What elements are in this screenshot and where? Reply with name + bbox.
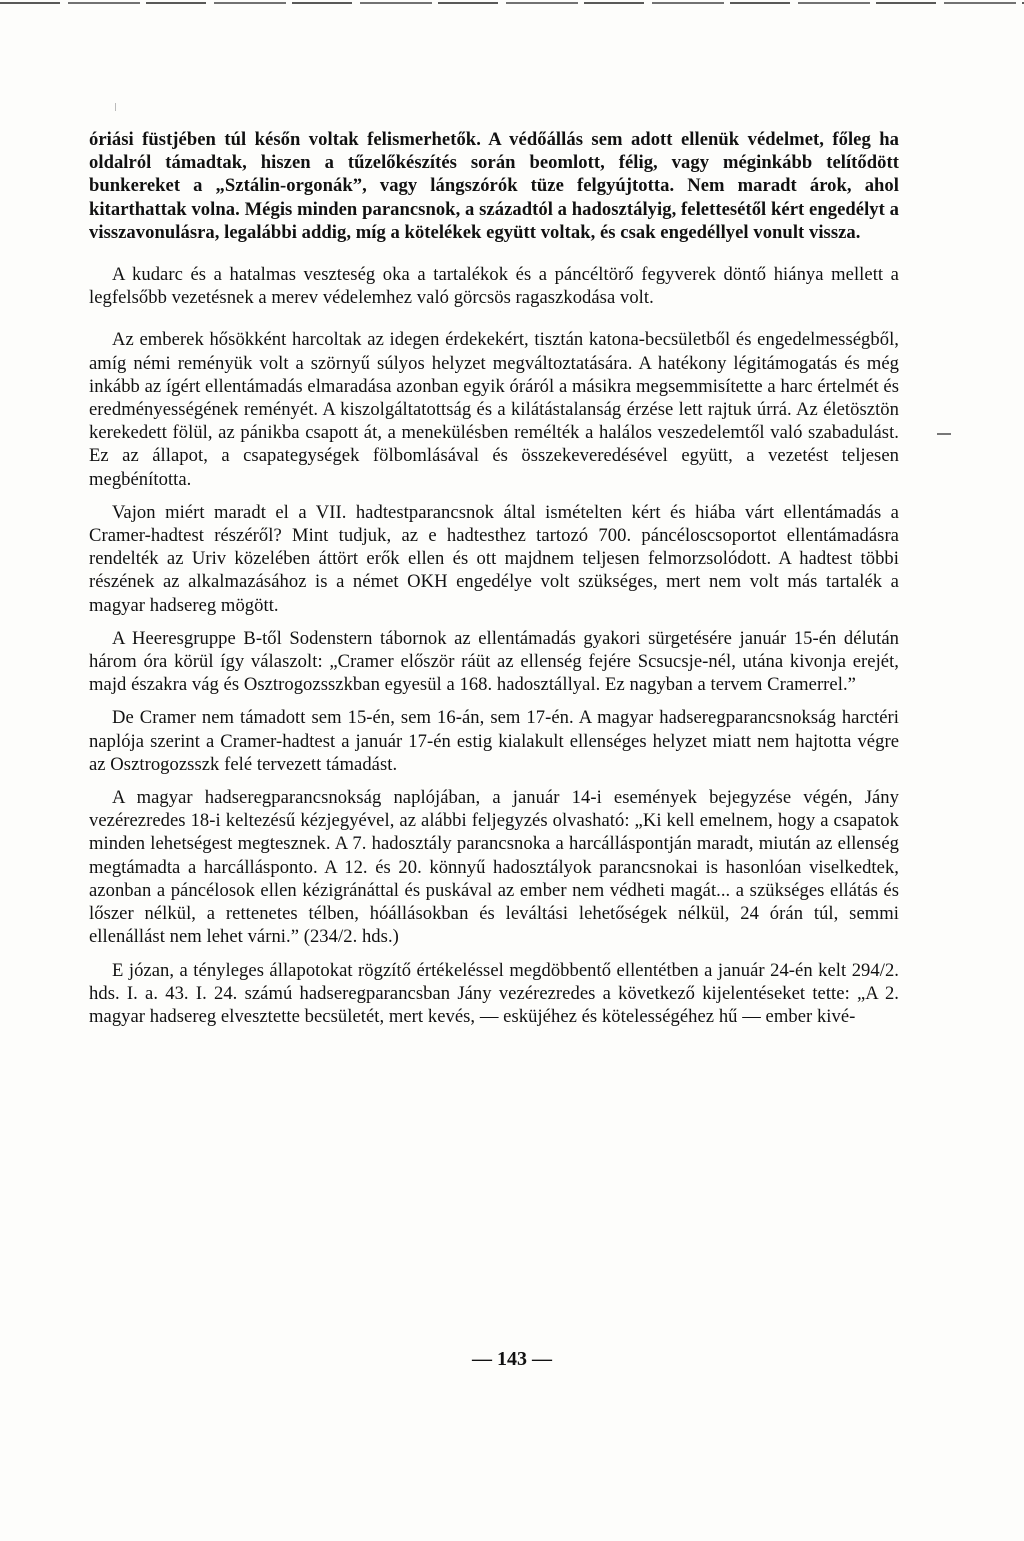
margin-tick-mark: [937, 433, 951, 435]
page-edge-rule: [0, 2, 1024, 4]
paragraph-2: A kudarc és a hatalmas veszteség oka a tartalékok és a páncéltörő fegyverek döntő hiánya mellett a legfelsőbb vezetésnek a merev védelemhez való görcsös ragaszkodása volt.: [89, 264, 899, 309]
margin-pencil-mark: [115, 103, 116, 111]
paragraph-4: Vajon miért maradt el a VII. hadtestparancsnok által ismételten kért és hiába várt ellentámadás a Cramer-hadtest részéről? Mint tudjuk, az e hadtesthez tartozó 700. páncéloscsoportot ellentámadásra rendelték az Uriv közelében áttört erők ellen és ott majdnem teljesen felmorzsolódott. A hadtest többi részének az alkalmazásához is a német OKH engedélye volt szükséges, mert nem volt más tartalék a magyar hadsereg mögött.: [89, 501, 899, 616]
paragraph-6: De Cramer nem támadott sem 15-én, sem 16-án, sem 17-én. A magyar hadseregparancsnokság harctéri naplója szerint a Cramer-hadtest a január 17-én estig kialakult ellenséges helyzet miatt nem hajtotta végre az Osztrogozsszk felé tervezett támadást.: [89, 707, 899, 775]
body-text: [89, 128, 899, 1038]
paragraph-7: A magyar hadseregparancsnokság naplójában, a január 14-i események bejegyzése végén, Jány vezérezredes 18-i keltezésű kézjegyével, az alábbi feljegyzés olvasható: „Ki kell emelnem, hogy a csapatok minden lehetségest megtesznek. A 7. hadosztály parancsnoka a harcálláspontján maradt, miután az ellenség megtámadta a harcállásponto. A 12. és 20. könnyű hadosztályok parancsnokai is hasonlóan viselkedtek, azonban a páncélosok ellen kézigránáttal és puskával az ember nem védheti magát... a szükséges ellátás és lőszer nélkül, a rettenetes télben, hóállásokban és leváltási lehetőségek nélkül, 24 órán túl, semmi ellenállást nem lehet várni.” (234/2. hds.): [89, 787, 899, 948]
paragraph-3: Az emberek hősökként harcoltak az idegen érdekekért, tisztán katona-becsületből és engedelmességből, amíg némi reményük volt a szörnyű súlyos helyzet megváltoztatására. A hatékony légitámogatás és még inkább az ígért ellentámadás elmaradása azonban egyik óráról a másikra megsemmisítette a harc értelmét és eredményességének reményét. A kiszolgáltatottság és a kilátástalanság érzése lett rajtuk úrrá. Az életösztön kerekedett fölül, az pánikba csapott át, a menekülésben remélték a halálos veszedelemtől való szabadulást. Ez az állapot, a csapategységek fölbomlásával és összekeveredésével együtt, a vezetést teljesen megbénította.: [89, 329, 899, 490]
paragraph-1: óriási füstjében túl későn voltak felismerhetők. A védőállás sem adott ellenük védelmet, főleg ha oldalról támadtak, hiszen a tűzelőkészítés során beomlott, félig, vagy méginkább telítődött bunkereket a „Sztálin-orgonák”, vagy lángszórók tüze felgyújtotta. Nem maradt árok, ahol kitarthattak volna. Mégis minden parancsnok, a századtól a hadosztályig, felettesétől kért engedélyt a visszavonulásra, legalábbi addig, míg a kötelékek együtt voltak, és csak engedéllyel vonult vissza.: [89, 129, 899, 243]
page-number: — 143 —: [472, 1348, 552, 1370]
paragraph-5: A Heeresgruppe B-től Sodenstern tábornok az ellentámadás gyakori sürgetésére január 15-én délután három óra körül így válaszolt: „Cramer először ráüt az ellenség fejére Scsucsje-nél, utána kivonja erejét, majd északra vág és Osztrogozsszkban egyesül a 168. hadosztállyal. Ez nagyban a tervem Cramerrel.”: [89, 627, 899, 696]
paragraph-8: E józan, a tényleges állapotokat rögzítő értékeléssel megdöbbentő ellentétben a január 24-én kelt 294/2. hds. I. a. 43. I. 24. számú hadseregparancsban Jány vezérezredes a következő kijelentéseket tette: „A 2. magyar hadsereg elvesztette becsületét, mert kevés, — esküjéhez és kötelességéhez hű — ember kivé-: [89, 959, 899, 1027]
